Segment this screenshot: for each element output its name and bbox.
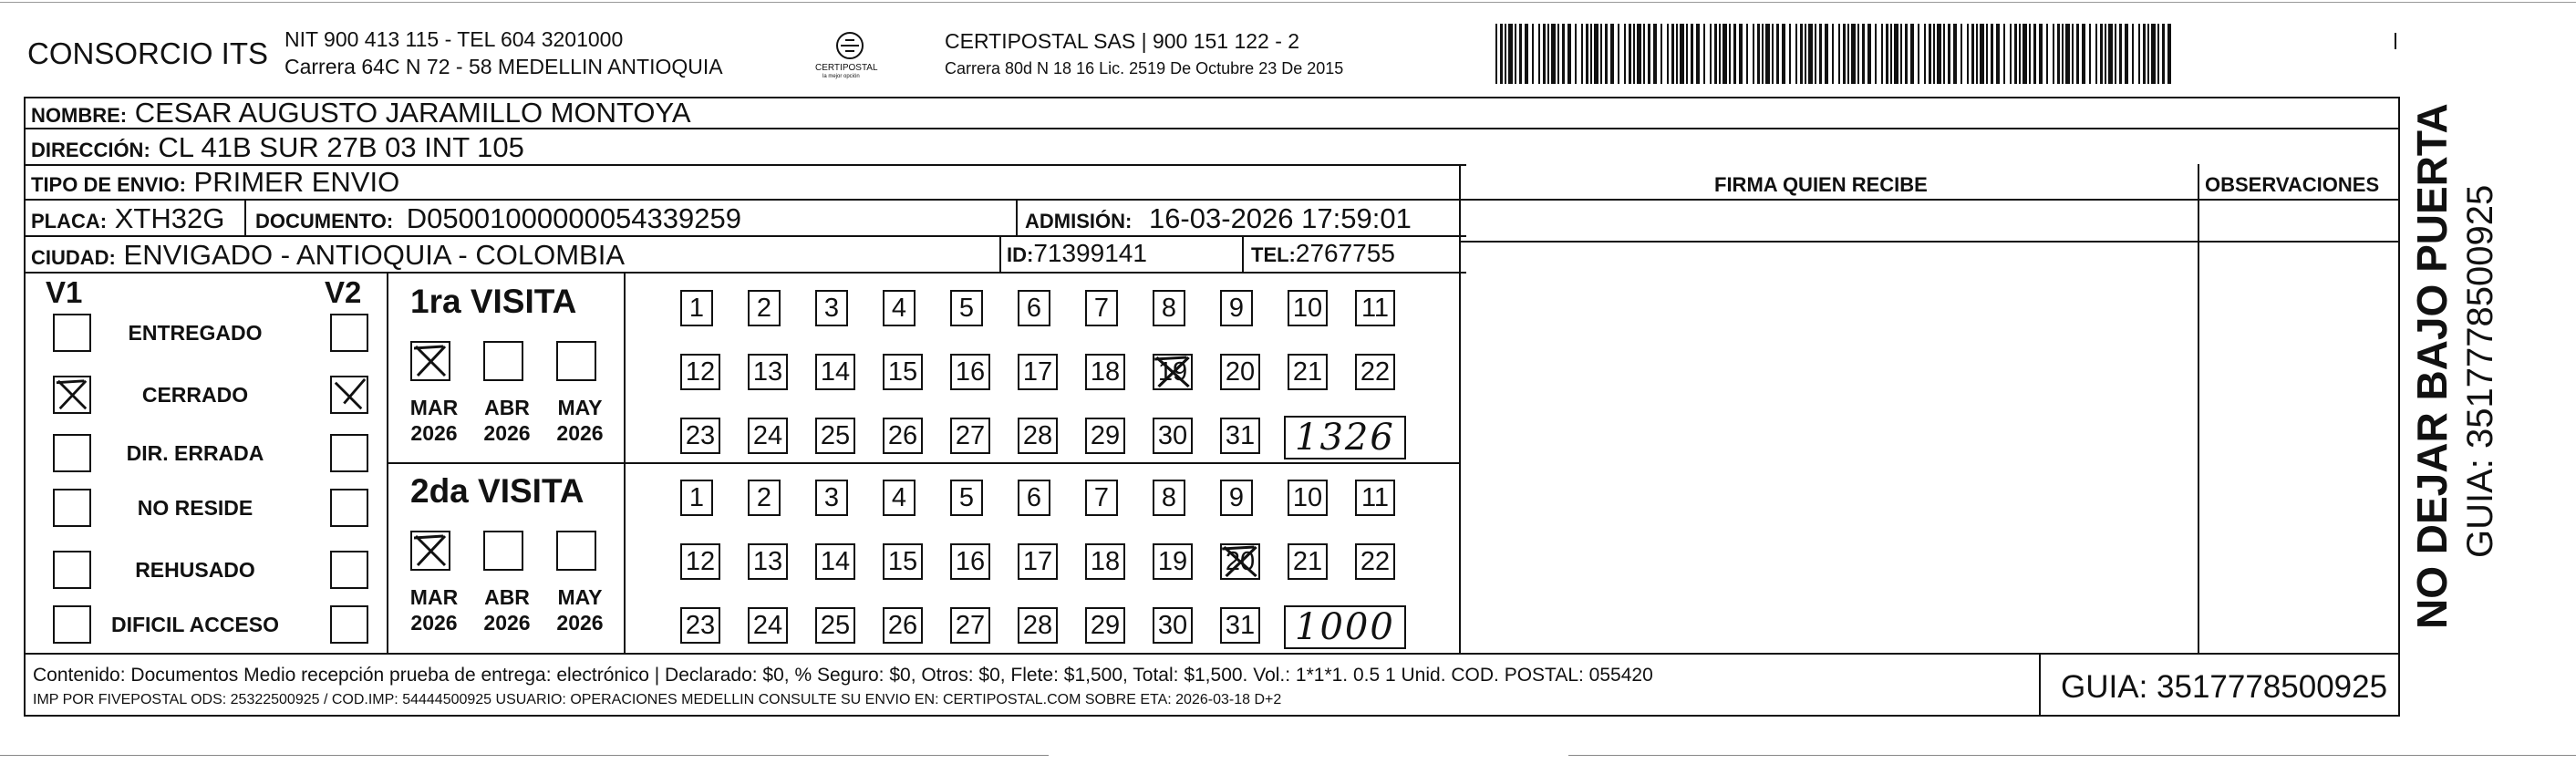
v2-checkbox[interactable]	[330, 434, 368, 472]
barcode-bar	[1680, 24, 1684, 84]
day-box[interactable]: 26	[883, 607, 923, 644]
barcode-bar	[1800, 24, 1803, 84]
barcode-bar	[1976, 24, 1978, 84]
barcode-bar	[1525, 24, 1528, 84]
name-value: CESAR AUGUSTO JARAMILLO MONTOYA	[134, 97, 691, 129]
doc-value: D05001000000054339259	[406, 202, 741, 234]
barcode-bar	[2010, 24, 2012, 84]
barcode-bar	[2033, 24, 2036, 84]
barcode-bar	[1900, 24, 1902, 84]
type-row	[31, 168, 399, 196]
row-line	[24, 272, 1466, 274]
observations-header: OBSERVACIONES	[2205, 173, 2380, 196]
v2-checkbox[interactable]	[330, 551, 368, 589]
day-box[interactable]: 19	[1153, 354, 1193, 390]
tel-label: TEL:	[1251, 243, 1296, 266]
barcode-bar	[1543, 24, 1546, 84]
admission-row	[1025, 204, 1412, 232]
barcode-bar	[1637, 24, 1641, 84]
year-label: 2026	[483, 421, 531, 445]
barcode-bar	[1719, 24, 1721, 84]
plate-label: PLACA:	[31, 210, 108, 232]
id-value: 71399141	[1033, 239, 1147, 267]
day-box[interactable]: 21	[1288, 543, 1328, 580]
v1-checkbox[interactable]	[53, 376, 91, 414]
barcode-bar	[1703, 24, 1705, 84]
plate-value: XTH32G	[114, 202, 225, 234]
month-checkbox[interactable]	[556, 341, 596, 381]
barcode-bar	[1815, 24, 1816, 84]
day-box[interactable]: 23	[680, 418, 720, 454]
barcode-bar	[1746, 24, 1748, 84]
barcode-bar	[1581, 24, 1583, 84]
barcode-bar	[2072, 24, 2074, 84]
barcode-bar	[1933, 24, 1935, 84]
barcode-bar	[1843, 24, 1846, 84]
barcode-bar	[1714, 24, 1717, 84]
address-label: DIRECCIÓN:	[31, 139, 150, 161]
month-label: MAY	[557, 396, 603, 419]
barcode-bar	[2167, 24, 2171, 84]
col-line	[999, 235, 1001, 272]
barcode-bar	[1765, 24, 1770, 84]
license-line: Carrera 80d N 18 16 Lic. 2519 De Octubre 23 De 2015	[945, 59, 1344, 77]
day-box[interactable]: 16	[950, 543, 990, 580]
barcode-bar	[1967, 24, 1969, 84]
address-value: CL 41B SUR 27B 03 INT 105	[158, 131, 524, 163]
barcode-bar	[1825, 24, 1828, 84]
certipostal-line: CERTIPOSTAL SAS | 900 151 122 - 2	[945, 29, 1300, 53]
doc-row	[255, 204, 741, 232]
barcode-bar	[2095, 24, 2097, 84]
day-box[interactable]: 14	[815, 543, 855, 580]
year-label: 2026	[556, 611, 604, 635]
day-box[interactable]: 12	[680, 543, 720, 580]
content-line: Contenido: Documentos Medio recepción prueba de entrega: electrónico | Declarado: $0, % Seguro: $0, Otros: $0, Flete: $1,500, Total: $1,500. Vol.: 1*1*1. 0.5 1 Unid. COD. POSTAL: 055420	[33, 665, 1653, 686]
admission-value: 16-03-2026 17:59:01	[1148, 202, 1412, 234]
month-checkbox[interactable]	[410, 531, 450, 571]
v2-checkbox[interactable]	[330, 376, 368, 414]
barcode-bar	[1729, 24, 1731, 84]
day-box[interactable]: 28	[1018, 607, 1058, 644]
barcode-bar	[1819, 24, 1822, 84]
month-label: MAR	[409, 396, 459, 419]
barcode-bar	[2147, 24, 2149, 84]
barcode-bar	[1710, 24, 1712, 84]
barcode-bar	[1948, 24, 1950, 84]
day-box[interactable]: 6	[1018, 290, 1050, 326]
barcode-bar	[1515, 24, 1516, 84]
col-line	[1459, 164, 1461, 653]
day-box[interactable]: 31	[1220, 607, 1260, 644]
row-line	[24, 199, 2400, 201]
barcode-bar	[2089, 24, 2091, 84]
barcode	[1495, 24, 2179, 84]
row-line	[24, 235, 1466, 237]
barcode-bar	[2119, 24, 2122, 84]
day-box[interactable]: 18	[1085, 543, 1125, 580]
day-box[interactable]: 3	[815, 290, 848, 326]
barcode-bar	[1500, 24, 1503, 84]
day-box[interactable]: 8	[1153, 480, 1185, 516]
day-box[interactable]: 13	[748, 354, 788, 390]
address-row	[31, 133, 524, 161]
admission-label: ADMISIÓN:	[1025, 210, 1133, 232]
day-box[interactable]: 11	[1355, 480, 1395, 516]
no-dejar-bajo-puerta: NO DEJAR BAJO PUERTA	[2408, 103, 2456, 629]
barcode-bar	[2039, 24, 2043, 84]
day-box[interactable]: 24	[748, 418, 788, 454]
barcode-bar	[1789, 24, 1791, 84]
day-box[interactable]: 10	[1288, 290, 1328, 326]
month-checkbox[interactable]	[556, 531, 596, 571]
day-box[interactable]: 2	[748, 480, 781, 516]
day-box[interactable]: 17	[1018, 354, 1058, 390]
day-box[interactable]: 25	[815, 418, 855, 454]
barcode-bar	[1757, 24, 1760, 84]
barcode-bar	[2100, 24, 2103, 84]
barcode-bar	[1980, 24, 1984, 84]
day-box[interactable]: 5	[950, 290, 983, 326]
barcode-bar	[1838, 24, 1840, 84]
v1-checkbox[interactable]	[53, 605, 91, 644]
day-box[interactable]: 2	[748, 290, 781, 326]
barcode-bar	[1618, 24, 1619, 84]
barcode-bar	[1890, 24, 1892, 84]
visit-title: 2da VISITA	[410, 472, 585, 510]
barcode-bar	[2125, 24, 2128, 84]
barcode-bar	[1643, 24, 1645, 84]
barcode-bar	[1538, 24, 1540, 84]
barcode-bar	[2014, 24, 2017, 84]
day-box[interactable]: 27	[950, 607, 990, 644]
day-box[interactable]: 1	[680, 480, 713, 516]
barcode-bar	[1851, 24, 1856, 84]
status-label: DIR. ERRADA	[126, 441, 264, 465]
barcode-bar	[2019, 24, 2021, 84]
barcode-bar	[1986, 24, 1988, 84]
month-label: ABR	[484, 396, 530, 419]
name-row	[31, 98, 691, 127]
barcode-bar	[2046, 24, 2048, 84]
barcode-bar	[1832, 24, 1834, 84]
v2-checkbox[interactable]	[330, 489, 368, 527]
day-box[interactable]: 16	[950, 354, 990, 390]
logo-text: CERTIPOSTAL	[815, 63, 878, 73]
barcode-bar	[1590, 24, 1592, 84]
barcode-bar	[1519, 24, 1522, 84]
row-line	[1461, 241, 2400, 243]
barcode-bar	[1929, 24, 1931, 84]
visit-separator	[387, 462, 1461, 464]
barcode-bar	[1567, 24, 1571, 84]
barcode-bar	[1960, 24, 1962, 84]
day-box[interactable]: 7	[1085, 480, 1118, 516]
barcode-bar	[1937, 24, 1941, 84]
type-value: PRIMER ENVIO	[193, 166, 400, 198]
barcode-bar	[1505, 24, 1506, 84]
barcode-bar	[2143, 24, 2146, 84]
barcode-bar	[1875, 24, 1877, 84]
day-box[interactable]: 1	[680, 290, 713, 326]
barcode-bar	[1586, 24, 1588, 84]
barcode-bar	[2076, 24, 2079, 84]
day-box[interactable]: 24	[748, 607, 788, 644]
company-address: Carrera 64C N 72 - 58 MEDELLIN ANTIOQUIA	[284, 55, 723, 78]
barcode-bar	[1676, 24, 1678, 84]
year-label: 2026	[410, 611, 458, 635]
barcode-bar	[2062, 24, 2064, 84]
v1-checkbox[interactable]	[53, 551, 91, 589]
barcode-bar	[1862, 24, 1865, 84]
city-label: CIUDAD:	[31, 246, 116, 269]
barcode-bar	[2065, 24, 2070, 84]
handwritten-time: 1000	[1295, 606, 1395, 648]
status-label: DIFICIL ACCESO	[110, 613, 279, 636]
barcode-bar	[1924, 24, 1926, 84]
barcode-bar	[1886, 24, 1888, 84]
v2-checkbox[interactable]	[330, 314, 368, 352]
month-checkbox[interactable]	[410, 341, 450, 381]
barcode-bar	[1686, 24, 1688, 84]
barcode-bar	[1547, 24, 1549, 84]
month-label: MAR	[409, 585, 459, 609]
barcode-bar	[1532, 24, 1534, 84]
day-box[interactable]: 23	[680, 607, 720, 644]
barcode-bar	[1648, 24, 1650, 84]
barcode-bar	[1776, 24, 1779, 84]
day-box[interactable]: 14	[815, 354, 855, 390]
nit-line: NIT 900 413 115 - TEL 604 3201000	[284, 27, 624, 51]
barcode-bar	[1691, 24, 1693, 84]
day-box[interactable]: 8	[1153, 290, 1185, 326]
status-label: ENTREGADO	[128, 321, 263, 345]
month-checkbox[interactable]	[483, 531, 523, 571]
barcode-bar	[2057, 24, 2060, 84]
col-line	[244, 199, 246, 235]
col-line	[624, 272, 626, 653]
barcode-bar	[1633, 24, 1635, 84]
tel-row	[1251, 241, 1395, 266]
company-name: CONSORCIO ITS	[27, 36, 269, 70]
day-box[interactable]: 31	[1220, 418, 1260, 454]
day-box[interactable]: 25	[815, 607, 855, 644]
type-label: TIPO DE ENVIO:	[31, 173, 186, 196]
barcode-bar	[1557, 24, 1559, 84]
year-label: 2026	[410, 421, 458, 445]
col-line	[1242, 235, 1244, 272]
guia-footer: GUIA: 3517778500925	[2061, 669, 2388, 705]
barcode-bar	[1943, 24, 1945, 84]
barcode-bar	[2082, 24, 2085, 84]
month-checkbox[interactable]	[483, 341, 523, 381]
barcode-bar	[1867, 24, 1871, 84]
day-box[interactable]: 4	[883, 480, 916, 516]
barcode-bar	[1733, 24, 1736, 84]
barcode-bar	[1894, 24, 1898, 84]
year-label: 2026	[483, 611, 531, 635]
day-box[interactable]: 20	[1220, 354, 1260, 390]
day-cross-mark	[1153, 354, 1193, 390]
barcode-bar	[2138, 24, 2140, 84]
barcode-bar	[1857, 24, 1859, 84]
day-box[interactable]: 9	[1220, 290, 1253, 326]
certipostal-logo	[813, 27, 886, 82]
barcode-bar	[1805, 24, 1806, 84]
status-label: REHUSADO	[135, 558, 255, 582]
barcode-bar	[1881, 24, 1883, 84]
barcode-bar	[2029, 24, 2031, 84]
city-row	[31, 241, 625, 269]
imp-line: IMP POR FIVEPOSTAL ODS: 25322500925 / COD.IMP: 54444500925 USUARIO: OPERACIONES MEDELLIN CONSULTE SU ENVIO EN: CERTIPOSTAL.COM SOBRE ETA: 2026-03-18 D+2	[33, 692, 1282, 707]
plate-row	[31, 204, 224, 232]
day-box[interactable]: 17	[1018, 543, 1058, 580]
handwritten-time: 1326	[1295, 417, 1395, 459]
day-box[interactable]: 18	[1085, 354, 1125, 390]
month-label: ABR	[484, 585, 530, 609]
barcode-bar	[1667, 24, 1669, 84]
day-box[interactable]: 20	[1220, 543, 1260, 580]
barcode-bar	[2053, 24, 2054, 84]
top-edge-line	[0, 2, 2576, 3]
barcode-bar	[1918, 24, 1919, 84]
id-label: ID:	[1007, 243, 1034, 266]
day-box[interactable]: 13	[748, 543, 788, 580]
barcode-bar	[1600, 24, 1602, 84]
barcode-bar	[1629, 24, 1631, 84]
barcode-bar	[2115, 24, 2116, 84]
barcode-bar	[1753, 24, 1754, 84]
day-box[interactable]: 6	[1018, 480, 1050, 516]
v2-checkbox[interactable]	[330, 605, 368, 644]
day-box[interactable]: 5	[950, 480, 983, 516]
side-guia: GUIA: 3517778500925	[2460, 184, 2500, 558]
barcode-bar	[1772, 24, 1774, 84]
logo-subtext: la mejor opción	[822, 74, 860, 79]
name-label: NOMBRE:	[31, 104, 128, 127]
barcode-bar	[1605, 24, 1608, 84]
barcode-bar	[1847, 24, 1849, 84]
day-box[interactable]: 29	[1085, 607, 1125, 644]
barcode-bar	[2132, 24, 2134, 84]
day-cross-mark	[1220, 543, 1260, 580]
barcode-bar	[1610, 24, 1614, 84]
v1-checkbox[interactable]	[53, 314, 91, 352]
day-box[interactable]: 15	[883, 354, 923, 390]
col-line	[1016, 199, 1018, 235]
barcode-bar	[1762, 24, 1764, 84]
day-box[interactable]: 12	[680, 354, 720, 390]
day-box[interactable]: 27	[950, 418, 990, 454]
day-box[interactable]: 28	[1018, 418, 1058, 454]
v1-checkbox[interactable]	[53, 434, 91, 472]
barcode-bar	[1723, 24, 1727, 84]
barcode-bar	[1953, 24, 1957, 84]
v1-checkbox[interactable]	[53, 489, 91, 527]
barcode-bar	[1594, 24, 1598, 84]
barcode-bar	[1971, 24, 1974, 84]
v2-header: V2	[325, 275, 362, 309]
barcode-bar	[1808, 24, 1813, 84]
day-box[interactable]: 26	[883, 418, 923, 454]
bottom-edge-line	[1568, 755, 2576, 756]
day-box[interactable]: 21	[1288, 354, 1328, 390]
status-label: CERRADO	[141, 383, 249, 407]
barcode-bar	[1575, 24, 1577, 84]
footer-line	[24, 653, 2400, 655]
signature-header: FIRMA QUIEN RECIBE	[1714, 173, 1928, 196]
barcode-bar	[1739, 24, 1743, 84]
id-row	[1007, 241, 1147, 266]
barcode-bar	[2151, 24, 2156, 84]
barcode-bar	[2162, 24, 2165, 84]
day-box[interactable]: 30	[1153, 418, 1193, 454]
city-value: ENVIGADO - ANTIOQUIA - COLOMBIA	[123, 239, 625, 271]
barcode-bar	[1996, 24, 2000, 84]
year-label: 2026	[556, 421, 604, 445]
barcode-bar	[1508, 24, 1513, 84]
barcode-bar	[1660, 24, 1662, 84]
day-box[interactable]: 22	[1355, 543, 1395, 580]
v1-header: V1	[46, 275, 83, 309]
status-label: NO RESIDE	[137, 496, 253, 520]
col-line	[387, 272, 388, 653]
tel-value: 2767755	[1295, 239, 1395, 267]
barcode-bar	[1910, 24, 1914, 84]
col-line	[2039, 653, 2041, 717]
day-box[interactable]: 11	[1355, 290, 1395, 326]
day-box[interactable]: 22	[1355, 354, 1395, 390]
barcode-bar	[1562, 24, 1565, 84]
barcode-bar	[2157, 24, 2159, 84]
barcode-bar	[1624, 24, 1626, 84]
barcode-bar	[2108, 24, 2113, 84]
barcode-bar	[1991, 24, 1993, 84]
barcode-bar	[2003, 24, 2005, 84]
day-box[interactable]: 15	[883, 543, 923, 580]
barcode-bar	[1653, 24, 1657, 84]
day-box[interactable]: 3	[815, 480, 848, 516]
barcode-bar	[1671, 24, 1674, 84]
barcode-bar	[2105, 24, 2106, 84]
barcode-bar	[2023, 24, 2027, 84]
barcode-bar	[1696, 24, 1700, 84]
barcode-bar	[1551, 24, 1556, 84]
visit-title: 1ra VISITA	[410, 283, 577, 320]
barcode-bar	[1905, 24, 1908, 84]
day-box[interactable]: 10	[1288, 480, 1328, 516]
barcode-bar	[1795, 24, 1797, 84]
doc-label: DOCUMENTO:	[255, 210, 394, 232]
col-line	[2198, 164, 2199, 653]
header-right-tick	[2395, 33, 2396, 49]
day-box[interactable]: 4	[883, 290, 916, 326]
barcode-bar	[1782, 24, 1785, 84]
day-box[interactable]: 9	[1220, 480, 1253, 516]
barcode-bar	[1495, 24, 1497, 84]
day-box[interactable]: 30	[1153, 607, 1193, 644]
day-box[interactable]: 29	[1085, 418, 1125, 454]
day-box[interactable]: 19	[1153, 543, 1193, 580]
day-box[interactable]: 7	[1085, 290, 1118, 326]
month-label: MAY	[557, 585, 603, 609]
bottom-edge-line	[0, 755, 1049, 756]
